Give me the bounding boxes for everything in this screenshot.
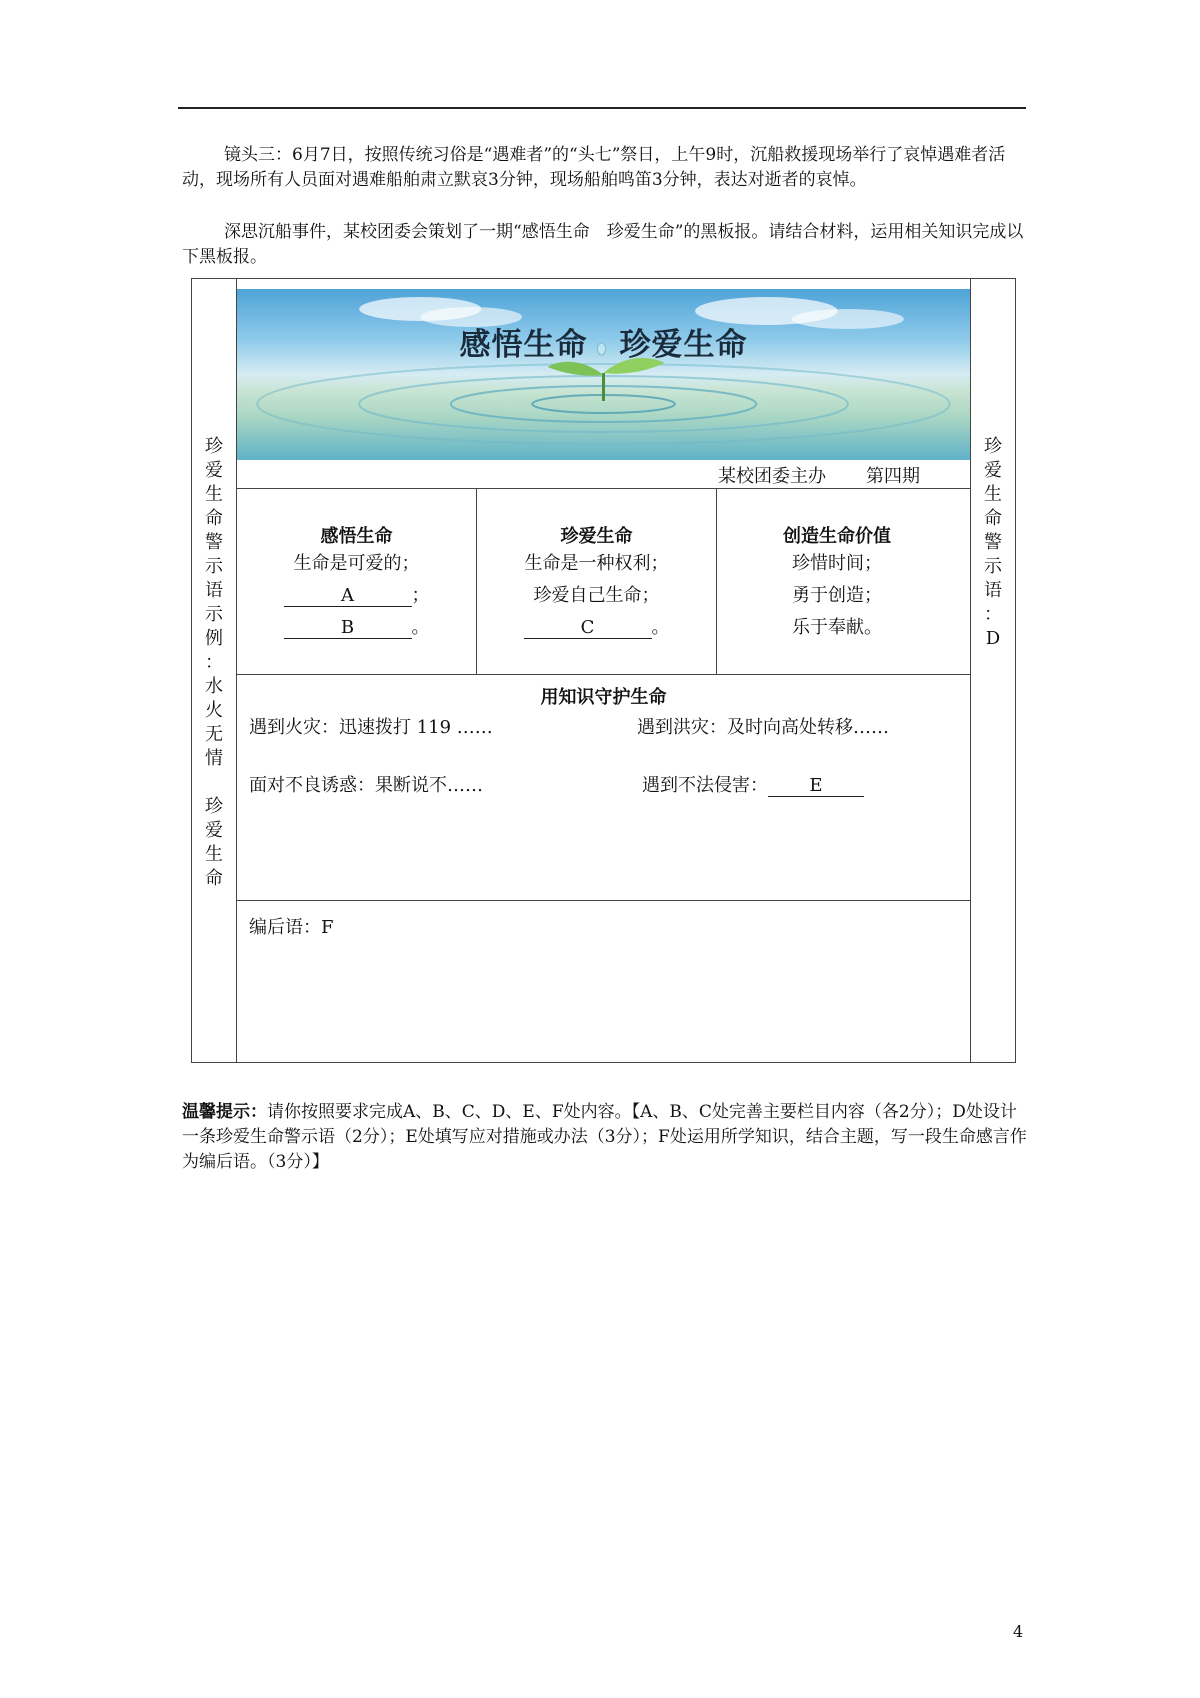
column-line: 勇于创造； bbox=[792, 585, 882, 606]
blank-b: B bbox=[284, 618, 412, 639]
vertical-char: 情 bbox=[205, 748, 223, 769]
vertical-char: 警 bbox=[984, 532, 1002, 553]
sponsor-row bbox=[237, 460, 970, 489]
three-columns bbox=[237, 489, 970, 675]
vertical-char: 爱 bbox=[205, 820, 223, 841]
vertical-char: 警 bbox=[205, 532, 223, 553]
right-warning-column bbox=[970, 279, 1015, 1062]
column-title: 感悟生命 bbox=[320, 526, 393, 547]
board-main bbox=[237, 279, 970, 1062]
vertical-char: 示 bbox=[205, 604, 223, 625]
vertical-char: 示 bbox=[984, 556, 1002, 577]
vertical-char: 生 bbox=[205, 844, 223, 865]
paragraph-scene-three: 镜头三：6月7日，按照传统习俗是“遇难者”的“头七”祭日，上午9时，沉船救援现场举行了哀悼遇难者活动，现场所有人员面对遇难船舶肃立默哀3分钟，现场船舶鸣笛3分钟，表达对逝者的哀悼。 bbox=[182, 145, 1006, 190]
column-cherish-life bbox=[477, 489, 717, 674]
vertical-char: D bbox=[985, 628, 1001, 649]
banner-image bbox=[237, 289, 970, 460]
right-warning-text bbox=[971, 435, 1015, 651]
punctuation: ； bbox=[411, 585, 430, 606]
vertical-char: 命 bbox=[984, 508, 1002, 529]
header-rule bbox=[178, 107, 1026, 109]
punctuation: 。 bbox=[411, 617, 430, 638]
water-sprout-illustration bbox=[237, 289, 970, 460]
column-perceive-life bbox=[237, 489, 477, 674]
vertical-char: 语 bbox=[984, 580, 1002, 601]
vertical-char: 命 bbox=[205, 508, 223, 529]
issue-label: 第四期 bbox=[866, 466, 920, 487]
blank-line-a bbox=[237, 580, 476, 612]
vertical-char: 语 bbox=[205, 580, 223, 601]
column-line: 生命是可爱的； bbox=[293, 553, 420, 574]
column-line: 生命是一种权利； bbox=[524, 553, 669, 574]
vertical-char: 生 bbox=[984, 484, 1002, 505]
harm-tip bbox=[642, 771, 864, 797]
fire-tip: 遇到火灾：迅速拨打 119 …… bbox=[249, 717, 493, 738]
hint-text: 请你按照要求完成A、B、C、D、E、F处内容。【A、B、C处完善主要栏目内容（各2分）；D处设计一条珍爱生命警示语（2分）；E处填写应对措施或办法（3分）；F处运用所学知识，结合主题，写一段生命感言作为编后语。（3分）】 bbox=[182, 1102, 1027, 1172]
vertical-char: 珍 bbox=[205, 796, 223, 817]
vertical-char: 例 bbox=[205, 628, 223, 649]
page-number: 4 bbox=[1013, 1622, 1024, 1641]
vertical-char: 火 bbox=[205, 700, 223, 721]
flood-tip: 遇到洪灾：及时向高处转移…… bbox=[637, 717, 889, 738]
vertical-char: ： bbox=[984, 604, 1002, 625]
blank-line-b bbox=[237, 612, 476, 644]
vertical-char: 示 bbox=[205, 556, 223, 577]
blackboard-newspaper bbox=[191, 278, 1016, 1063]
knowledge-section bbox=[237, 675, 970, 901]
vertical-char bbox=[192, 771, 236, 795]
blank-c: C bbox=[524, 618, 652, 639]
column-title: 珍爱生命 bbox=[560, 526, 633, 547]
column-line: 珍惜时间； bbox=[792, 553, 882, 574]
punctuation: 。 bbox=[651, 617, 670, 638]
knowledge-title: 用知识守护生命 bbox=[540, 687, 667, 708]
harm-label: 遇到不法侵害： bbox=[642, 775, 768, 796]
left-warning-column bbox=[192, 279, 237, 1062]
column-line: 乐于奉献。 bbox=[792, 617, 882, 638]
vertical-char: 珍 bbox=[984, 436, 1002, 457]
temptation-tip: 面对不良诱惑：果断说不…… bbox=[249, 775, 483, 796]
afterword: 编后语：F bbox=[249, 917, 334, 938]
paragraph-task-intro: 深思沉船事件，某校团委会策划了一期“感悟生命 珍爱生命”的黑板报。请结合材料，运用相关知识完成以下黑板报。 bbox=[182, 222, 1024, 267]
vertical-char: 爱 bbox=[205, 460, 223, 481]
column-line: 珍爱自己生命； bbox=[533, 585, 660, 606]
vertical-char: 水 bbox=[205, 676, 223, 697]
left-warning-text bbox=[192, 435, 236, 891]
sponsor-label: 某校团委主办 bbox=[718, 466, 826, 487]
column-title: 创造生命价值 bbox=[783, 526, 891, 547]
hint-paragraph bbox=[182, 1100, 1028, 1175]
banner-title: 感悟生命 珍爱生命 bbox=[459, 327, 748, 363]
vertical-char: 无 bbox=[205, 724, 223, 745]
blank-a: A bbox=[284, 586, 412, 607]
vertical-char: 生 bbox=[205, 484, 223, 505]
blank-line-c bbox=[477, 612, 716, 644]
vertical-char: ： bbox=[205, 652, 223, 673]
hint-label: 温馨提示： bbox=[182, 1102, 267, 1122]
blank-e: E bbox=[768, 776, 864, 797]
vertical-char: 命 bbox=[205, 868, 223, 889]
vertical-char: 爱 bbox=[984, 460, 1002, 481]
vertical-char: 珍 bbox=[205, 436, 223, 457]
column-create-value bbox=[717, 489, 957, 674]
